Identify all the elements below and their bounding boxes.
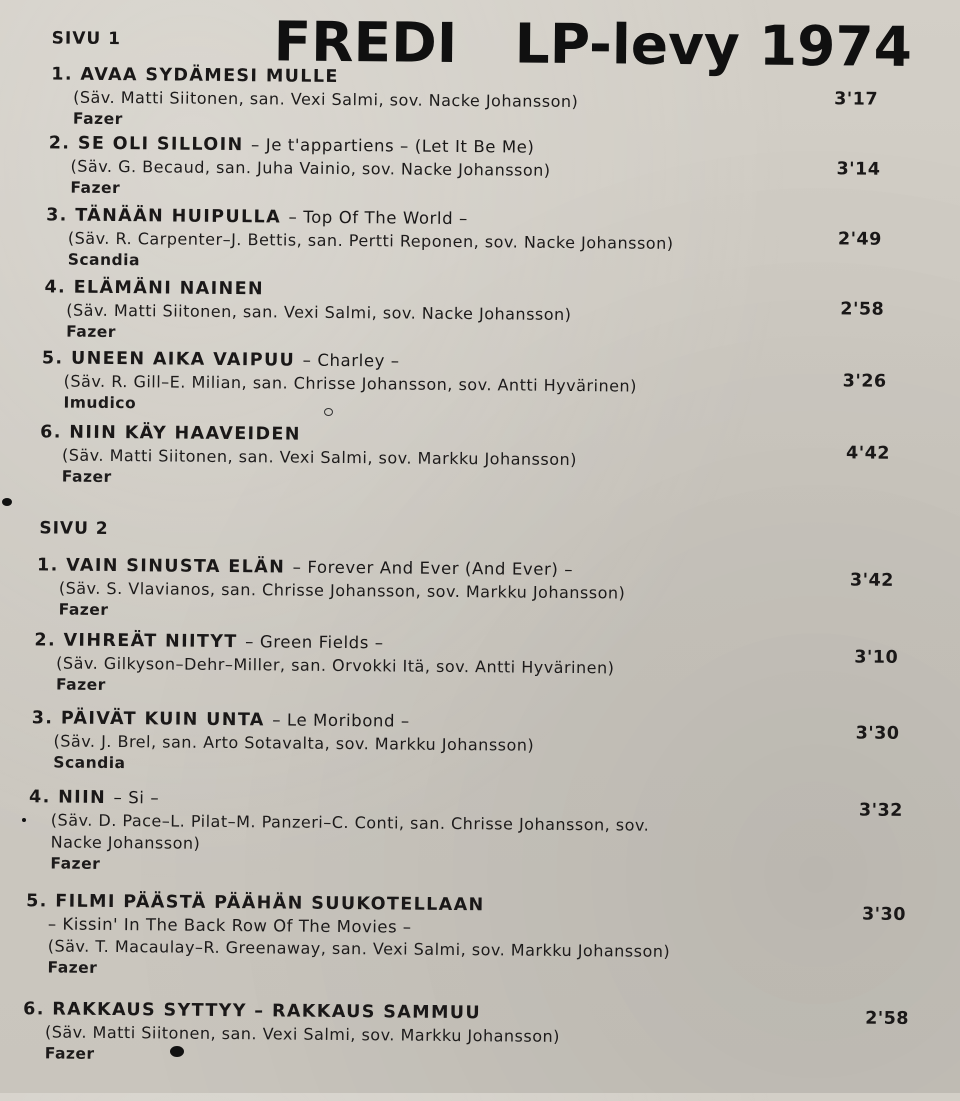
record-label: Fazer bbox=[70, 178, 121, 198]
track-credit: (Säv. Matti Siitonen, san. Vexi Salmi, sov. Nacke Johansson) bbox=[73, 87, 579, 112]
track-title: UNEEN AIKA VAIPUU bbox=[70, 348, 296, 371]
record-label: Fazer bbox=[44, 1044, 95, 1063]
track-title: TÄNÄÄN HUIPULLA bbox=[75, 205, 282, 228]
track-duration: 2'58 bbox=[865, 1008, 910, 1029]
track-duration: 4'42 bbox=[845, 443, 891, 464]
track-credit: (Säv. R. Carpenter–J. Bettis, san. Pertti Reponen, sov. Nacke Johansson) bbox=[67, 228, 674, 253]
track-credit: (Säv. J. Brel, san. Arto Sotavalta, sov. Markku Johansson) bbox=[53, 731, 535, 755]
track-duration: 3'32 bbox=[858, 800, 903, 821]
track-side1-4 bbox=[44, 275, 945, 349]
track-number: 5. bbox=[26, 891, 48, 912]
record-label: Fazer bbox=[66, 322, 117, 342]
track-credit: (Säv. S. Vlavianos, san. Chrisse Johansson, sov. Markku Johansson) bbox=[58, 578, 626, 603]
track-number: 4. bbox=[28, 787, 51, 808]
track-number: 2. bbox=[34, 630, 57, 651]
track-side1-6 bbox=[40, 420, 941, 494]
track-number: 2. bbox=[48, 133, 71, 154]
track-duration: 3'30 bbox=[861, 904, 907, 925]
track-title: AVAA SYDÄMESI MULLE bbox=[80, 64, 339, 87]
ink-spot bbox=[22, 818, 26, 822]
track-number: 5. bbox=[41, 348, 64, 369]
record-label: Fazer bbox=[72, 109, 123, 129]
track-side2-1 bbox=[37, 553, 938, 627]
track-side2-5 bbox=[25, 889, 926, 985]
track-number: 6. bbox=[40, 422, 62, 443]
track-number: 1. bbox=[51, 64, 74, 85]
track-title: PÄIVÄT KUIN UNTA bbox=[60, 708, 265, 731]
track-number: 1. bbox=[36, 555, 59, 576]
track-title: ELÄMÄNI NAINEN bbox=[73, 277, 265, 300]
track-side2-3 bbox=[31, 706, 932, 780]
track-number: 4. bbox=[44, 277, 67, 298]
track-credit: (Säv. G. Becaud, san. Juha Vainio, sov. Nacke Johansson) bbox=[70, 156, 551, 180]
track-title: RAKKAUS SYTTYY – RAKKAUS SAMMUU bbox=[52, 999, 482, 1024]
side-1-label: SIVU 1 bbox=[51, 28, 122, 50]
ink-spot bbox=[170, 1046, 184, 1057]
track-credit: (Säv. Gilkyson–Dehr–Miller, san. Orvokki Itä, sov. Antti Hyvärinen) bbox=[56, 653, 615, 678]
track-credit: (Säv. R. Gill–E. Milian, san. Chrisse Johansson, sov. Antti Hyvärinen) bbox=[63, 371, 637, 396]
record-label: Fazer bbox=[55, 675, 106, 694]
record-label: Imudico bbox=[63, 393, 137, 413]
track-subtitle: – Charley – bbox=[302, 350, 400, 371]
ink-spot bbox=[2, 498, 12, 506]
record-label: Fazer bbox=[50, 854, 101, 873]
record-label: Scandia bbox=[53, 753, 126, 773]
track-credit: (Säv. Matti Siitonen, san. Vexi Salmi, sov. Markku Johansson) bbox=[61, 445, 578, 470]
track-credit: (Säv. D. Pace–L. Pilat–M. Panzeri–C. Conti, san. Chrisse Johansson, sov. bbox=[50, 810, 650, 835]
track-subtitle: – Forever And Ever (And Ever) – bbox=[292, 557, 574, 580]
track-side2-4 bbox=[28, 785, 929, 881]
track-credit: (Säv. T. Macaulay–R. Greenaway, san. Vexi Salmi, sov. Markku Johansson) bbox=[47, 936, 671, 961]
track-side2-6 bbox=[23, 997, 924, 1071]
record-label: Fazer bbox=[58, 600, 109, 619]
track-number: 6. bbox=[23, 999, 45, 1020]
track-subtitle: – Green Fields – bbox=[245, 632, 384, 653]
track-duration: 2'49 bbox=[837, 229, 882, 250]
track-credit: (Säv. Matti Siitonen, san. Vexi Salmi, sov. Nacke Johansson) bbox=[66, 300, 572, 324]
track-title: VAIN SINUSTA ELÄN bbox=[66, 555, 286, 578]
track-subtitle: – Le Moribond – bbox=[272, 710, 410, 731]
track-number: 3. bbox=[31, 708, 54, 729]
track-subtitle: – Si – bbox=[113, 788, 160, 808]
track-title: NIIN KÄY HAAVEIDEN bbox=[69, 422, 301, 445]
track-duration: 3'30 bbox=[855, 723, 900, 744]
ink-spot bbox=[324, 408, 333, 416]
track-credit-continued: Nacke Johansson) bbox=[50, 832, 201, 853]
track-duration: 3'14 bbox=[836, 159, 881, 180]
album-heading: FREDI LP-levy 1974 bbox=[273, 9, 913, 79]
track-title: NIIN bbox=[58, 787, 107, 808]
track-title: SE OLI SILLOIN bbox=[77, 133, 244, 156]
side-2-label: SIVU 2 bbox=[39, 518, 109, 539]
track-subtitle: – Kissin' In The Back Row Of The Movies – bbox=[47, 914, 412, 937]
track-duration: 3'10 bbox=[854, 647, 899, 668]
record-label: Scandia bbox=[67, 250, 141, 270]
track-side1-5 bbox=[41, 346, 942, 420]
record-label: Fazer bbox=[61, 467, 112, 486]
track-duration: 3'42 bbox=[849, 570, 894, 591]
track-title: FILMI PÄÄSTÄ PÄÄHÄN SUUKOTELLAAN bbox=[55, 891, 485, 916]
track-duration: 3'17 bbox=[834, 89, 879, 110]
track-side1-3 bbox=[46, 203, 947, 277]
track-duration: 3'26 bbox=[842, 371, 887, 392]
track-side1-1 bbox=[51, 62, 952, 136]
track-credit: (Säv. Matti Siitonen, san. Vexi Salmi, sov. Markku Johansson) bbox=[44, 1022, 560, 1046]
track-duration: 2'58 bbox=[840, 299, 885, 320]
track-number: 3. bbox=[46, 205, 68, 226]
track-side2-2 bbox=[34, 628, 935, 702]
record-label: Fazer bbox=[47, 958, 98, 977]
track-subtitle: – Top Of The World – bbox=[288, 207, 469, 229]
track-side1-2 bbox=[48, 131, 949, 205]
track-title: VIHREÄT NIITYT bbox=[63, 630, 238, 653]
track-subtitle: – Je t'appartiens – (Let It Be Me) bbox=[251, 135, 535, 157]
